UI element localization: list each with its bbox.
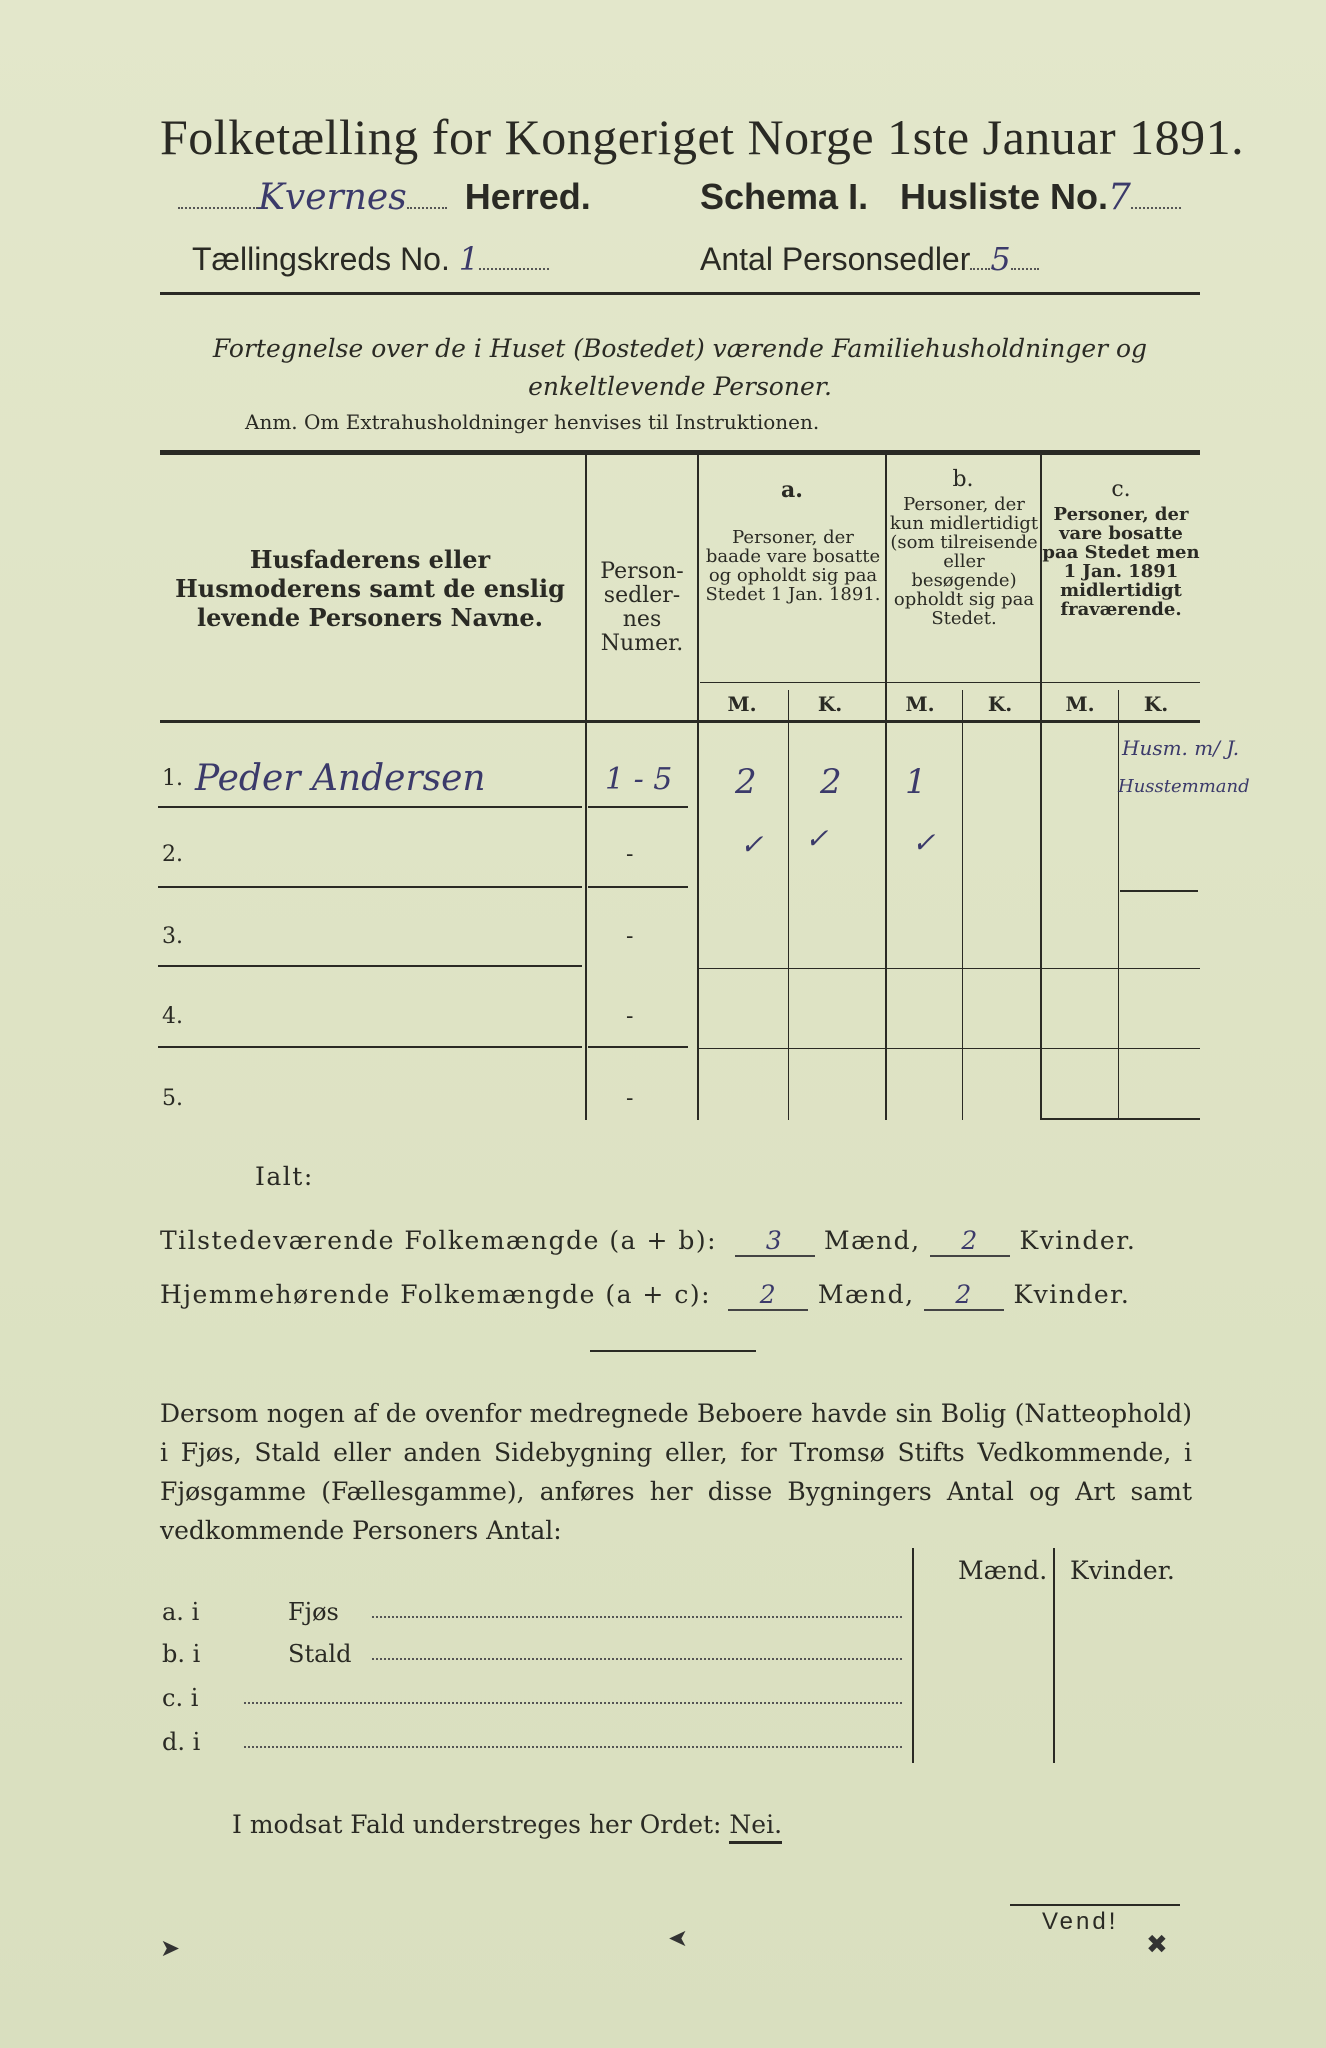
table-col-divider xyxy=(697,455,699,1120)
row-a-k: ✓ xyxy=(805,822,829,855)
antal-label: Antal Personsedler xyxy=(700,241,971,277)
tilst-m: 3 xyxy=(735,1226,815,1257)
row-number: 3. xyxy=(162,924,183,949)
tilst-k: 2 xyxy=(930,1226,1010,1257)
husliste-value: 7 xyxy=(1108,177,1131,218)
table-col-divider xyxy=(885,455,887,1120)
schema-label: Schema I. xyxy=(700,176,869,217)
row-number: 5. xyxy=(162,1086,183,1111)
herred-line xyxy=(178,176,591,218)
table-header-rule xyxy=(160,720,1200,723)
row-number: 4. xyxy=(162,1004,183,1029)
row-rule xyxy=(1040,1118,1200,1120)
intro-text: Fortegnelse over de i Huset (Bostedet) værende Familiehusholdninger og enkeltlevende Personer. xyxy=(212,334,1148,401)
herred-value: Kvernes xyxy=(258,177,407,218)
bottom-col-divider xyxy=(1053,1548,1055,1763)
hjem-kvinder: Kvinder. xyxy=(1013,1280,1131,1309)
list-item-text: Stald xyxy=(288,1640,352,1668)
antal-line xyxy=(700,240,1039,278)
row-num: 1 - 5 xyxy=(605,762,673,797)
kreds-line xyxy=(192,240,549,278)
list-item xyxy=(162,1684,902,1712)
col-a-m: M. xyxy=(727,692,757,716)
table-col-divider xyxy=(962,690,963,1120)
table-col-divider xyxy=(585,455,587,1120)
tilst-line xyxy=(160,1226,1136,1257)
bolig-paragraph: Dersom nogen af de ovenfor medregnede Beboere havde sin Bolig (Natteophold) i Fjøs, Stald eller anden Sidebygning eller, for Tromsø Stifts Vedkommende, i Fjøsgamme (Fællesgamme), anføres her disse Bygningers Antal og Art samt vedkommende Personers Antal: xyxy=(160,1399,1192,1545)
arrow-left-icon: ➤ xyxy=(668,1924,689,1952)
form-title: Folketælling for Kongeriget Norge 1ste Januar 1891. xyxy=(160,109,1245,165)
table-col-divider xyxy=(1118,690,1119,1120)
mk-rule xyxy=(700,682,1200,683)
col-header-num: Person-sedler-nes Numer. xyxy=(600,559,684,656)
row-rule xyxy=(158,886,582,888)
row-number: 1. xyxy=(162,766,183,791)
row-rule xyxy=(158,1046,582,1048)
col-c-letter: c. xyxy=(1111,477,1131,502)
col-a-k: K. xyxy=(817,692,843,716)
hjem-m: 2 xyxy=(728,1280,808,1311)
col-header-a: Personer, der baade vare bosatte og opholdt sig paa Stedet 1 Jan. 1891. xyxy=(705,527,881,605)
col-c-k: K. xyxy=(1143,692,1169,716)
hjem-maend: Mænd, xyxy=(817,1280,915,1309)
col-header-c: Personer, der vare bosatte paa Stedet men 1 Jan. 1891 midlertidigt fraværende. xyxy=(1042,504,1200,620)
husliste-label: Husliste No. xyxy=(900,176,1109,217)
col-b-m: M. xyxy=(905,692,935,716)
row-a-m: ✓ xyxy=(740,828,764,861)
row-b-m: ✓ xyxy=(912,826,936,859)
row-rule xyxy=(158,806,582,808)
hjem-label: Hjemmehørende Folkemængde (a + c): xyxy=(160,1280,711,1309)
row-num: - xyxy=(626,924,634,949)
row-name: Peder Andersen xyxy=(195,758,486,799)
table-col-divider xyxy=(788,690,789,1120)
list-item xyxy=(162,1728,902,1756)
row-num: - xyxy=(626,1086,634,1111)
row-num: - xyxy=(626,1004,634,1029)
list-item-letter: a. i xyxy=(162,1598,200,1626)
row-rule xyxy=(158,965,582,967)
kreds-value: 1 xyxy=(458,240,480,278)
antal-value: 5 xyxy=(990,240,1011,278)
row-rule xyxy=(697,968,1200,969)
list-item-letter: c. i xyxy=(162,1684,199,1712)
row-a-m: 2 xyxy=(735,762,757,802)
row-note-2: Husstemmand xyxy=(1118,776,1250,797)
row-rule xyxy=(588,886,688,888)
row-number: 2. xyxy=(162,842,183,867)
bottom-col-divider xyxy=(912,1548,914,1763)
vend-label: Vend! xyxy=(1042,1908,1119,1935)
tilst-label: Tilstedeværende Folkemængde (a + b): xyxy=(160,1226,718,1255)
hjem-k: 2 xyxy=(924,1280,1004,1311)
kreds-label: Tællingskreds No. xyxy=(192,241,450,277)
separator-rule xyxy=(590,1350,756,1352)
husliste-line xyxy=(900,176,1181,218)
table-top-rule xyxy=(160,450,1200,455)
bottom-maend-header: Mænd. xyxy=(958,1556,1048,1585)
col-c-m: M. xyxy=(1065,692,1095,716)
row-rule xyxy=(588,806,688,808)
tilst-maend: Mænd, xyxy=(823,1226,921,1255)
list-item xyxy=(162,1640,902,1668)
bottom-kvinder-header: Kvinder. xyxy=(1070,1556,1175,1585)
vend-rule xyxy=(1010,1904,1180,1906)
col-header-b: Personer, der kun midlertidigt (som tilreisende eller besøgende) opholdt sig paa Stedet. xyxy=(889,494,1039,629)
row-note-1: Husm. m/ J. xyxy=(1122,736,1240,760)
ialt-label: Ialt: xyxy=(255,1162,314,1191)
col-a-letter: a. xyxy=(781,477,803,503)
row-a-k: 2 xyxy=(820,762,842,802)
tilst-kvinder: Kvinder. xyxy=(1019,1226,1137,1255)
row-b-m: 1 xyxy=(905,762,927,802)
herred-label: Herred. xyxy=(464,176,591,217)
row-rule xyxy=(588,1046,688,1048)
list-item-letter: d. i xyxy=(162,1728,201,1756)
nei-word: Nei. xyxy=(729,1810,782,1844)
col-b-letter: b. xyxy=(952,467,974,492)
row-rule xyxy=(697,1048,1200,1049)
list-item xyxy=(162,1598,902,1626)
list-item-letter: b. i xyxy=(162,1640,201,1668)
list-item-text: Fjøs xyxy=(288,1598,339,1626)
arrow-right-icon: ➤ xyxy=(160,1934,181,1962)
hjem-line xyxy=(160,1280,1130,1311)
cross-mark-icon: ✖ xyxy=(1146,1930,1168,1960)
col-b-k: K. xyxy=(987,692,1013,716)
anm-note: Anm. Om Extrahusholdninger henvises til Instruktionen. xyxy=(245,410,820,434)
col-header-name: Husfaderens eller Husmoderens samt de enslig levende Personers Navne. xyxy=(175,545,565,632)
modsat-line xyxy=(232,1810,782,1839)
modsat-label: I modsat Fald understreges her Ordet: xyxy=(232,1810,722,1839)
row-rule xyxy=(1120,890,1198,892)
row-num: - xyxy=(626,842,634,867)
header-rule xyxy=(160,292,1200,295)
